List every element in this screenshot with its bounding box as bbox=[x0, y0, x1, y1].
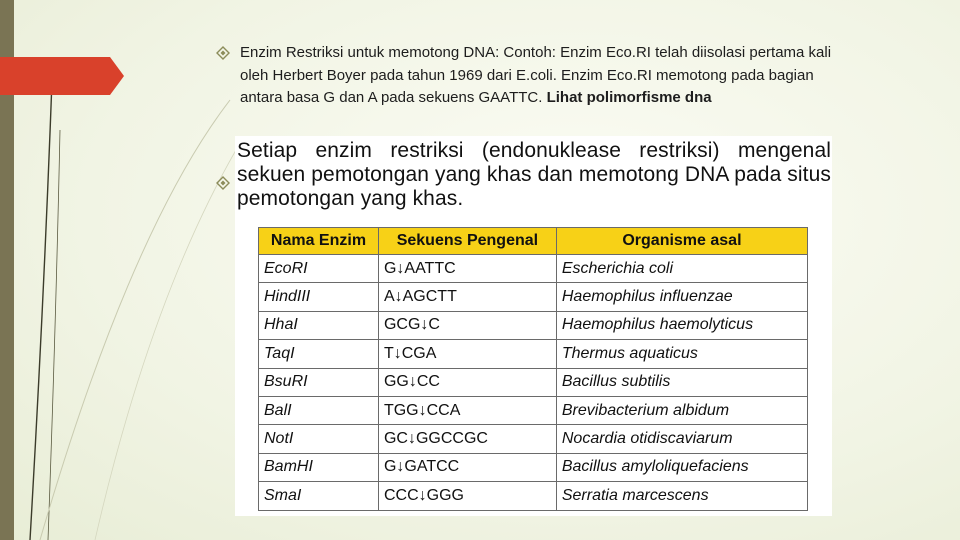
source-organism: Serratia marcescens bbox=[556, 482, 807, 510]
table-row bbox=[259, 255, 808, 283]
recognition-sequence: G↓GATCC bbox=[378, 453, 556, 481]
recognition-sequence: T↓CGA bbox=[378, 340, 556, 368]
enzyme-name: HindIII bbox=[259, 283, 379, 311]
diamond-bullet-icon bbox=[216, 176, 230, 190]
enzyme-name: BalI bbox=[259, 396, 379, 424]
enzyme-name: BsuRI bbox=[259, 368, 379, 396]
red-arrow-tab bbox=[0, 57, 124, 95]
table-row bbox=[259, 340, 808, 368]
bullet-text-1 bbox=[240, 42, 860, 110]
source-organism: Nocardia otidiscaviarum bbox=[556, 425, 807, 453]
table-row bbox=[259, 482, 808, 510]
source-organism: Brevibacterium albidum bbox=[556, 396, 807, 424]
recognition-sequence: GG↓CC bbox=[378, 368, 556, 396]
table-row bbox=[259, 425, 808, 453]
header-sekuens-pengenal: Sekuens Pengenal bbox=[378, 228, 556, 255]
enzyme-name: HhaI bbox=[259, 311, 379, 339]
source-organism: Haemophilus influenzae bbox=[556, 283, 807, 311]
enzyme-figure bbox=[235, 136, 832, 516]
recognition-sequence: CCC↓GGG bbox=[378, 482, 556, 510]
enzyme-name: EcoRI bbox=[259, 255, 379, 283]
figure-caption: Setiap enzim restriksi (endonuklease restriksi) mengenal sekuen pemotongan yang khas dan memotong DNA pada situs pemotongan yang khas. bbox=[237, 139, 831, 210]
table-row bbox=[259, 368, 808, 396]
table-row bbox=[259, 283, 808, 311]
source-organism: Escherichia coli bbox=[556, 255, 807, 283]
table-row bbox=[259, 311, 808, 339]
link-polimorfisme-dna[interactable]: Lihat polimorfisme dna bbox=[546, 89, 712, 106]
enzyme-name: TaqI bbox=[259, 340, 379, 368]
source-organism: Haemophilus haemolyticus bbox=[556, 311, 807, 339]
recognition-sequence: G↓AATTC bbox=[378, 255, 556, 283]
recognition-sequence: TGG↓CCA bbox=[378, 396, 556, 424]
header-nama-enzim: Nama Enzim bbox=[259, 228, 379, 255]
source-organism: Bacillus amyloliquefaciens bbox=[556, 453, 807, 481]
enzyme-table bbox=[258, 227, 808, 511]
source-organism: Thermus aquaticus bbox=[556, 340, 807, 368]
recognition-sequence: A↓AGCTT bbox=[378, 283, 556, 311]
recognition-sequence: GCG↓C bbox=[378, 311, 556, 339]
table-row bbox=[259, 396, 808, 424]
enzyme-name: SmaI bbox=[259, 482, 379, 510]
source-organism: Bacillus subtilis bbox=[556, 368, 807, 396]
recognition-sequence: GC↓GGCCGC bbox=[378, 425, 556, 453]
enzyme-name: NotI bbox=[259, 425, 379, 453]
enzyme-name: BamHI bbox=[259, 453, 379, 481]
header-organisme-asal: Organisme asal bbox=[556, 228, 807, 255]
diamond-bullet-icon bbox=[216, 46, 230, 60]
table-header-row bbox=[259, 228, 808, 255]
table-row bbox=[259, 453, 808, 481]
bullet-body: Enzim Restriksi untuk memotong DNA: Contoh: Enzim Eco.RI telah diisolasi pertama kali oleh Herbert Boyer pada tahun 1969 dari E.coli. Enzim Eco.RI memotong pada bagian antara basa G dan A pada sekuens GAATTC. bbox=[240, 44, 832, 106]
